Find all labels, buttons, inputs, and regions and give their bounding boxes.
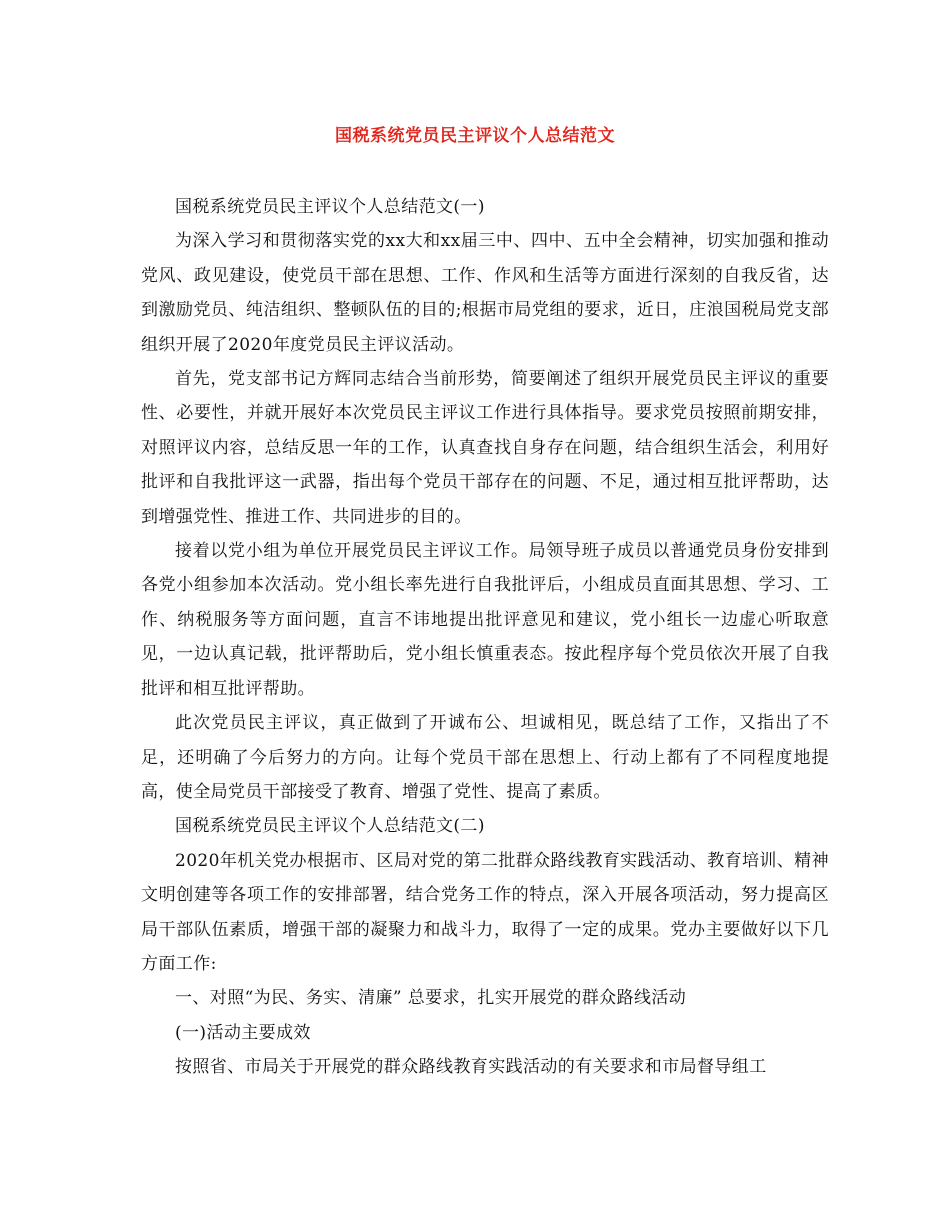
paragraph: 接着以党小组为单位开展党员民主评议工作。局领导班子成员以普通党员身份安排到各党小组参加本次活动。党小组长率先进行自我批评后，小组成员直面其思想、学习、工作、纳税服务等方面问题，直言不讳地提出批评意见和建议，党小组长一边虚心听取意见，一边认真记载，批评帮助后，党小组长慎重表态。按此程序每个党员依次开展了自我批评和相互批评帮助。 bbox=[141, 541, 829, 699]
paragraph: 2020年机关党办根据市、区局对党的第二批群众路线教育实践活动、教育培训、精神文明创建等各项工作的安排部署，结合党务工作的特点，深入开展各项活动，努力提高区局干部队伍素质，增强干部的凝聚力和战斗力，取得了一定的成果。党办主要做好以下几方面工作: bbox=[141, 850, 829, 974]
subsection-subheading: (一)活动主要成效 bbox=[175, 1022, 311, 1043]
subsection-heading: 一、对照“为民、务实、清廉” 总要求，扎实开展党的群众路线活动 bbox=[175, 988, 687, 1009]
paragraph: 为深入学习和贯彻落实党的xx大和xx届三中、四中、五中全会精神，切实加强和推动党风、政见建设，使党员干部在思想、工作、作风和生活等方面进行深刻的自我反省，达到激励党员、纯洁组织、整顿队伍的目的;根据市局党组的要求，近日，庄浪国税局党支部组织开展了2020年度党员民主评议活动。 bbox=[141, 231, 829, 355]
document-title: 国税系统党员民主评议个人总结范文 bbox=[335, 126, 615, 146]
section-heading-2: 国税系统党员民主评议个人总结范文(二) bbox=[175, 816, 485, 837]
paragraph: 此次党员民主评议，真正做到了开诚布公、坦诚相见，既总结了工作，又指出了不足，还明确了今后努力的方向。让每个党员干部在思想上、行动上都有了不同程度地提高，使全局党员干部接受了教育、增强了党性、提高了素质。 bbox=[141, 713, 829, 802]
document-body bbox=[141, 190, 829, 1085]
paragraph: 按照省、市局关于开展党的群众路线教育实践活动的有关要求和市局督导组工 bbox=[175, 1057, 767, 1078]
section-heading-1: 国税系统党员民主评议个人总结范文(一) bbox=[175, 197, 485, 217]
paragraph: 首先，党支部书记方辉同志结合当前形势，简要阐述了组织开展党员民主评议的重要性、必要性，并就开展好本次党员民主评议工作进行具体指导。要求党员按照前期安排，对照评议内容，总结反思一年的工作，认真查找自身存在问题，结合组织生活会，利用好批评和自我批评这一武器，指出每个党员干部存在的问题、不足，通过相互批评帮助，达到增强党性、推进工作、共同进步的目的。 bbox=[141, 369, 829, 527]
